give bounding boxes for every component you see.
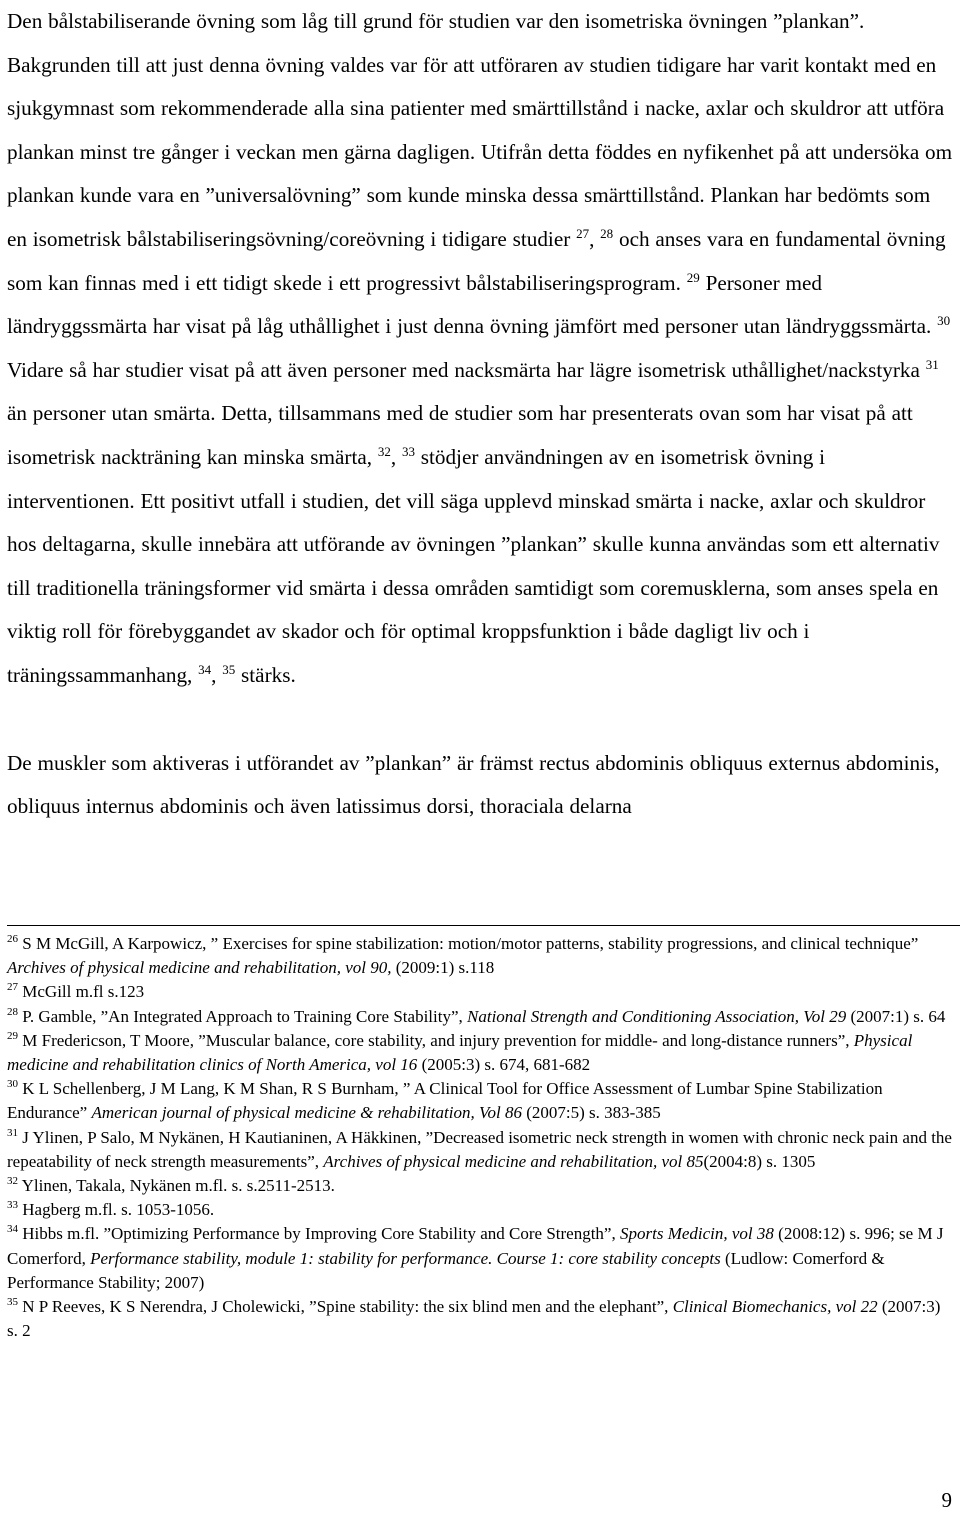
body-reference-mark: 29 xyxy=(686,269,700,285)
footnote-text: (2005:3) s. 674, 681-682 xyxy=(417,1055,591,1075)
footnote-text: N P Reeves, K S Nerendra, J Cholewicki, ”Spine stability: the six blind men and the elephant”, xyxy=(18,1297,673,1317)
footnote-text: McGill m.fl s.123 xyxy=(18,982,145,1002)
body-reference-mark: 27 xyxy=(576,225,590,241)
footnote-text: J Ylinen, P Salo, M Nykänen, H Kautianinen, A Häkkinen, ”Decreased isometric neck strength in women with chronic neck pain and the repeatability of neck strength measurements”, xyxy=(7,1127,952,1171)
footnote-text: S M McGill, A Karpowicz, ” Exercises for spine stabilization: motion/motor patterns, stability progressions, and clinical technique” xyxy=(18,934,919,953)
body-reference-mark: 31 xyxy=(925,356,939,372)
body-text: och anses vara en fundamental övning som kan finnas med i ett tidigt skede i ett progressivt bålstabiliseringsprogram. xyxy=(7,226,946,295)
footnote-text: (2007:3) s. 2 xyxy=(7,1297,941,1341)
page-number: 9 xyxy=(941,1488,952,1512)
footnote-reference-mark: 33 xyxy=(7,1199,18,1212)
footnote-text: (2009:1) s.118 xyxy=(391,958,495,978)
body-text: , xyxy=(589,226,601,251)
body-reference-mark: 35 xyxy=(222,661,236,677)
body-reference-mark: 33 xyxy=(401,443,415,459)
footnote-reference-mark: 35 xyxy=(7,1296,18,1309)
body-text: stärks. xyxy=(235,662,296,687)
footnote-text: (2007:5) s. 383-385 xyxy=(521,1103,661,1123)
body-text: , xyxy=(390,444,402,469)
footnote-italic-text: Clinical Biomechanics, vol 22 xyxy=(672,1297,878,1317)
footnote-reference-mark: 30 xyxy=(7,1078,18,1091)
body-reference-mark: 30 xyxy=(937,313,951,329)
footnote-item xyxy=(7,1198,953,1222)
footnote-italic-text: Archives of physical medicine and rehabilitation, vol 90, xyxy=(7,958,392,978)
footnote-reference-mark: 34 xyxy=(7,1223,18,1236)
footnote-italic-text: National Strength and Conditioning Association, Vol 29 xyxy=(467,1006,847,1026)
body-text: än personer utan smärta. Detta, tillsammans med de studier som har presenterats ovan som har visat på att isometrisk nackträning kan minska smärta, xyxy=(7,401,913,469)
footnote-text: (2007:1) s. 64 xyxy=(846,1006,946,1026)
footnote-text: Hagberg m.fl. s. 1053-1056. xyxy=(18,1200,215,1220)
footnote-reference-mark: 32 xyxy=(7,1175,18,1188)
body-text: stödjer användningen av en isometrisk övning i interventionen. Ett positivt utfall i studien, det vill säga upplevd minskad smärta i nacke, axlar och skuldror hos deltagarna, skulle innebära att utförande av övningen ”plankan” skulle kunna användas som ett alternativ till traditionella träningsformer vid smärta i dessa områden samtidigt som coremusklerna, som anses spela en viktig roll för förebyggandet av skador och för optimal kroppsfunktion i både dagligt liv och i träningssammanhang, xyxy=(7,444,940,687)
footnote-text: P. Gamble, ”An Integrated Approach to Training Core Stability”, xyxy=(18,1006,468,1026)
footnote-reference-mark: 31 xyxy=(7,1126,18,1139)
footnote-item xyxy=(7,1077,953,1125)
body-reference-mark: 34 xyxy=(198,661,212,677)
footnote-separator xyxy=(7,925,960,926)
footnote-reference-mark: 27 xyxy=(7,981,18,994)
body-reference-mark: 32 xyxy=(377,443,391,459)
footnotes xyxy=(7,932,953,1343)
footnote-item xyxy=(7,1295,953,1343)
footnote-italic-text: Archives of physical medicine and rehabilitation, vol 85 xyxy=(323,1151,704,1171)
footnote-italic-text: American journal of physical medicine & rehabilitation, Vol 86 xyxy=(91,1103,522,1123)
body-text: Personer med ländryggssmärta har visat på låg uthållighet i just denna övning jämfört med personer utan ländryggssmärta. xyxy=(7,270,938,339)
body-text: , xyxy=(211,662,223,687)
footnote-italic-text: Sports Medicin, vol 38 xyxy=(619,1224,774,1244)
body-paragraph-1 xyxy=(7,0,953,698)
footnote-italic-text: Physical medicine and rehabilitation clinics of North America, vol 16 xyxy=(7,1030,913,1075)
footnote-italic-text: Performance stability, module 1: stability for performance. Course 1: core stability concepts xyxy=(90,1248,721,1268)
footnote-reference-mark: 29 xyxy=(7,1029,18,1042)
footnote-item xyxy=(7,1126,953,1174)
body-paragraph-2: De muskler som aktiveras i utförandet av ”plankan” är främst rectus abdominis obliquus externus abdominis, obliquus internus abdominis och även latissimus dorsi, thoraciala delarna xyxy=(7,750,940,819)
body-text: Den bålstabiliserande övning som låg till grund för studien var den isometriska övningen ”plankan”. Bakgrunden till att just denna övning valdes var för att utföraren av studien tidigare har varit kontakt med en sjukgymnast som rekommenderade alla sina patienter med smärttillstånd i nacke, axlar och skuldror att utföra plankan minst tre gånger i veckan men gärna dagligen. Utifrån detta föddes en nyfikenhet på att undersöka om plankan kunde vara en ”universalövning” som kunde minska dessa smärttillstånd. Plankan har bedömts som en isometrisk bålstabiliseringsövning/coreövning i tidigare studier xyxy=(7,9,953,251)
footnote-item xyxy=(7,932,953,980)
footnote-reference-mark: 28 xyxy=(7,1005,18,1018)
body-text: Vidare så har studier visat på att även personer med nacksmärta har lägre isometrisk uthållighet/nackstyrka xyxy=(7,357,926,382)
footnote-text: M Fredericson, T Moore, ”Muscular balance, core stability, and injury prevention for middle- and long-distance runners”, xyxy=(18,1030,854,1050)
footnote-item xyxy=(7,1222,953,1295)
footnote-text: (Ludlow: Comerford & Performance Stability; 2007) xyxy=(7,1248,885,1292)
footnote-item xyxy=(7,1029,953,1077)
footnote-item xyxy=(7,980,953,1004)
footnote-text: (2004:8) s. 1305 xyxy=(703,1151,816,1171)
footnote-item xyxy=(7,1005,953,1029)
footnote-text: Ylinen, Takala, Nykänen m.fl. s. s.2511-2513. xyxy=(18,1176,335,1196)
body-reference-mark: 28 xyxy=(600,225,614,241)
footnote-text: Hibbs m.fl. ”Optimizing Performance by Improving Core Stability and Core Strength”, xyxy=(18,1224,620,1244)
footnote-text: (2008:12) s. 996; se M J Comerford, xyxy=(7,1224,944,1268)
footnote-item xyxy=(7,1174,953,1198)
footnote-text: K L Schellenberg, J M Lang, K M Shan, R S Burnham, ” A Clinical Tool for Office Assessment of Lumbar Spine Stabilization Endurance” xyxy=(7,1079,883,1123)
body-text xyxy=(7,0,953,829)
footnote-reference-mark: 26 xyxy=(7,933,18,945)
